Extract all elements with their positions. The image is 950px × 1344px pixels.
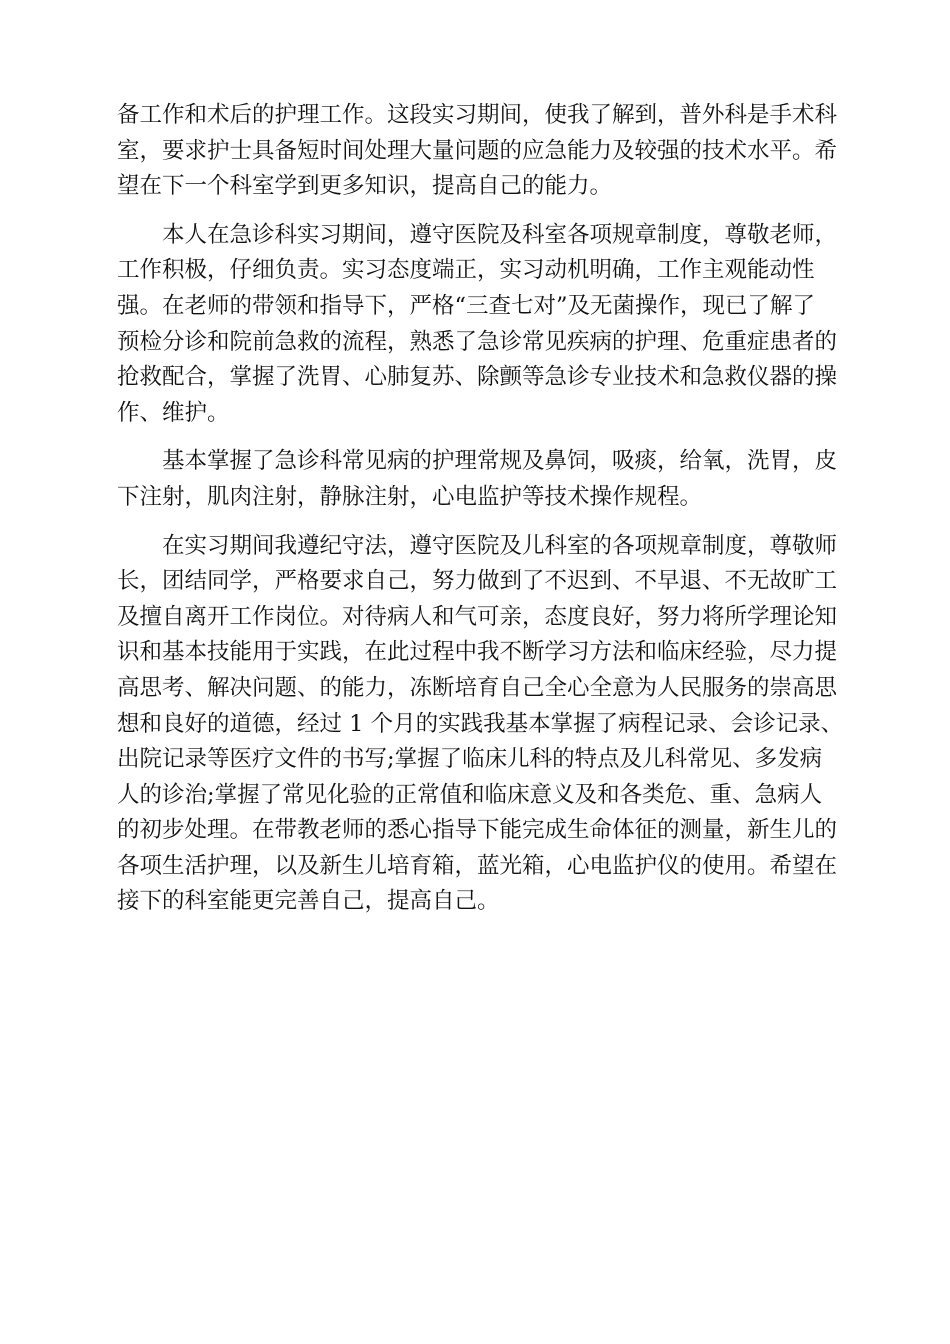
text-line: 各项生活护理，以及新生儿培育箱，蓝光箱，心电监护仪的使用。希望在	[117, 852, 838, 879]
text-line: 望在下一个科室学到更多知识，提高自己的能力。	[117, 173, 613, 200]
document-body	[117, 98, 844, 933]
text-line: 接下的科室能更完善自己，提高自己。	[117, 888, 500, 915]
text-line: 在实习期间我遵纪守法，遵守医院及儿科室的各项规章制度，尊敬师	[162, 532, 838, 559]
text-line: 人的诊治;掌握了常见化验的正常值和临床意义及和各类危、重、急病人	[117, 781, 823, 808]
text-line: 基本掌握了急诊科常见病的护理常规及鼻饲，吸痰，给氧，洗胃，皮	[162, 448, 838, 475]
text-line: 出院记录等医疗文件的书写;掌握了临床儿科的特点及儿科常见、多发病	[117, 746, 823, 773]
text-line: 的初步处理。在带教老师的悉心指导下能完成生命体征的测量，新生儿的	[117, 817, 838, 844]
text-line: 识和基本技能用于实践，在此过程中我不断学习方法和临床经验，尽力提	[117, 639, 838, 666]
text-line: 室，要求护士具备短时间处理大量问题的应急能力及较强的技术水平。希	[117, 137, 838, 164]
paragraph-2	[117, 218, 838, 432]
text-line: 强。在老师的带领和指导下，严格“三查七对”及无菌操作，现已了解了	[117, 292, 816, 319]
text-line: 高思考、解决问题、的能力，冻断培育自己全心全意为人民服务的崇高思	[117, 674, 838, 701]
text-line: 预检分诊和院前急救的流程，熟悉了急诊常见疾病的护理、危重症患者的	[117, 328, 838, 355]
paragraph-1	[117, 98, 838, 205]
text-line: 及擅自离开工作岗位。对待病人和气可亲，态度良好，努力将所学理论知	[117, 603, 838, 630]
paragraph-3	[117, 444, 838, 515]
text-line: 下注射，肌肉注射，静脉注射，心电监护等技术操作规程。	[117, 483, 703, 510]
text-line: 本人在急诊科实习期间，遵守医院及科室各项规章制度，尊敬老师，	[162, 221, 838, 248]
text-line: 作、维护。	[117, 399, 230, 426]
text-line: 备工作和术后的护理工作。这段实习期间，使我了解到，普外科是手术科	[117, 102, 838, 128]
text-line: 工作积极，仔细负责。实习态度端正，实习动机明确，工作主观能动性	[117, 257, 815, 284]
text-line: 长，团结同学，严格要求自己，努力做到了不迟到、不早退、不无故旷工	[117, 568, 838, 595]
text-line: 抢救配合，掌握了洗胃、心肺复苏、除颤等急诊专业技术和急救仪器的操	[117, 364, 838, 391]
paragraph-4	[117, 529, 844, 921]
text-line: 想和良好的道德，经过 1 个月的实践我基本掌握了病程记录、会诊记录、	[117, 710, 844, 737]
